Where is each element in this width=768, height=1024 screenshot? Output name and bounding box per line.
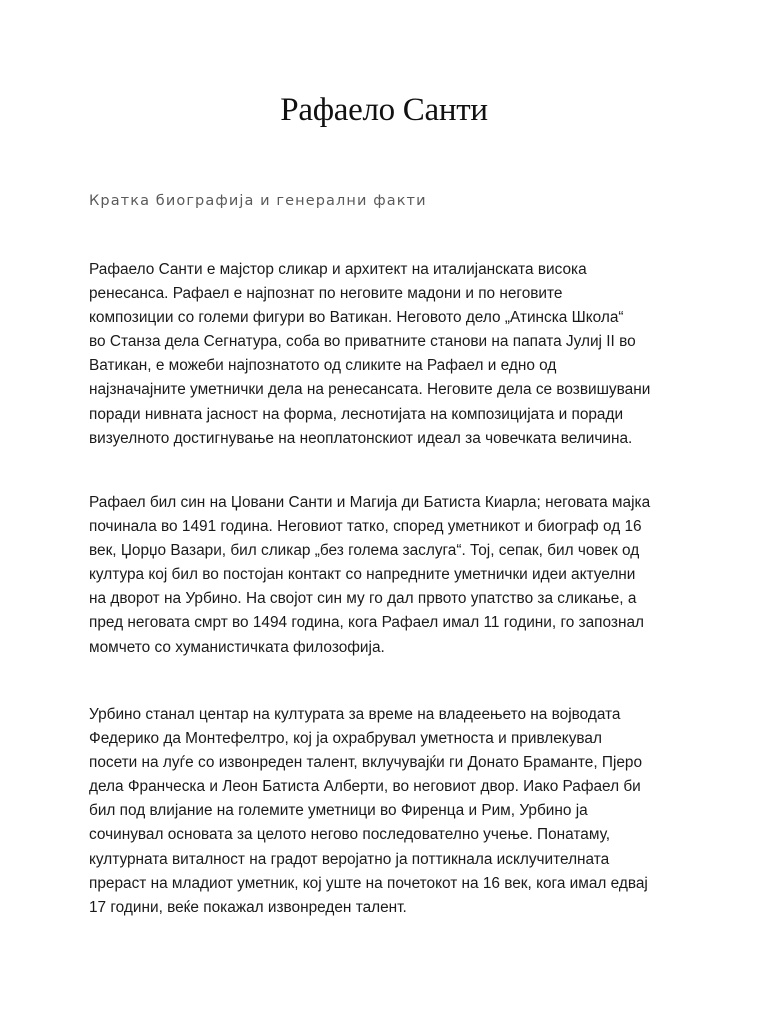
- paragraph-line: век, Џорџо Вазари, бил сликар „без голема заслуга“. Тој, сепак, бил човек од: [89, 542, 640, 560]
- paragraph-2: [89, 491, 689, 660]
- paragraph-line: прераст на младиот уметник, кој уште на почетокот на 16 век, кога имал едвај: [89, 874, 648, 892]
- paragraph-line: посети на луѓе со извонреден талент, вклучувајќи ги Донато Браманте, Пјеро: [89, 754, 643, 772]
- paragraph-line: Урбино станал центар на културата за време на владеењето на војводата: [89, 706, 621, 723]
- paragraph-line: дела Франческа и Леон Батиста Алберти, во неговиот двор. Иако Рафаел би: [89, 778, 641, 796]
- paragraph-line: Ватикан, е можеби најпознатото од сликите на Рафаел и едно од: [89, 357, 557, 375]
- paragraph-line: најзначајните уметнички дела на ренесансата. Неговите дела се возвишувани: [89, 381, 651, 399]
- page-subtitle: Кратка биографија и генерални факти: [89, 193, 427, 209]
- paragraph-line: поради нивната јасност на форма, леснотијата на композицијата и поради: [89, 405, 624, 423]
- paragraph-3: [89, 703, 689, 920]
- paragraph-line: на дворот на Урбино. На својот син му го дал првото упатство за сликање, а: [89, 590, 637, 608]
- paragraph-1: [89, 258, 689, 451]
- paragraph-line: Рафаел бил син на Џовани Санти и Магија ди Батиста Киарла; неговата мајка: [89, 494, 651, 511]
- paragraph-line: во Станза дела Сегнатура, соба во приватните станови на папата Јулиј II во: [89, 333, 636, 351]
- paragraph-line: пред неговата смрт во 1494 година, кога Рафаел имал 11 години, го запознал: [89, 614, 644, 632]
- paragraph-line: Рафаело Санти е мајстор сликар и архитект на италијанската висока: [89, 261, 587, 278]
- paragraph-line: момчето со хуманистичката филозофија.: [89, 638, 385, 656]
- paragraph-line: визуелното достигнување на неоплатонскиот идеал за човечката величина.: [89, 429, 633, 447]
- paragraph-line: сочинувал основата за целото негово последователно учење. Понатаму,: [89, 826, 611, 844]
- paragraph-line: културната виталност на градот веројатно ја поттикнала исклучителната: [89, 850, 610, 868]
- paragraph-line: 17 години, веќе покажал извонреден талент.: [89, 898, 407, 916]
- paragraph-line: починала во 1491 година. Неговиот татко, според уметникот и биограф од 16: [89, 518, 642, 536]
- page-title: Рафаело Санти: [280, 92, 488, 128]
- paragraph-line: Федерико да Монтефелтро, кој ја охрабрувал уметноста и привлекувал: [89, 730, 602, 748]
- paragraph-line: бил под влијание на големите уметници во Фиренца и Рим, Урбино ја: [89, 802, 588, 820]
- paragraph-line: композиции со големи фигури во Ватикан. Неговото дело „Атинска Школа“: [89, 309, 624, 327]
- paragraph-line: култура кој бил во постојан контакт со напредните уметнички идеи актуелни: [89, 566, 636, 584]
- paragraph-line: ренесанса. Рафаел е најпознат по неговите мадони и по неговите: [89, 285, 563, 303]
